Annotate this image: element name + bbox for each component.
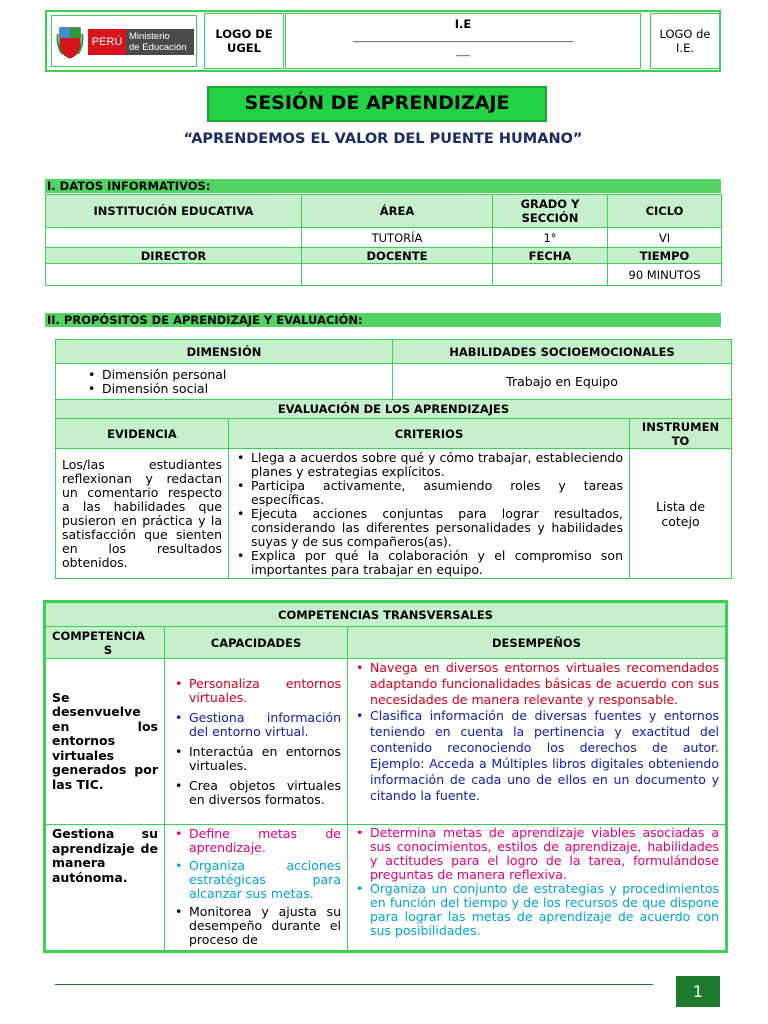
session-title-banner [207, 86, 547, 122]
cell-grado: 1° [493, 228, 608, 248]
cell-docente [302, 264, 493, 286]
cell-director [46, 264, 302, 286]
capacidad-item: • Interactúa en entornos virtuales. [169, 745, 341, 773]
capacidades-tic [165, 659, 348, 825]
header-evidencia: EVIDENCIA [56, 419, 229, 449]
header-dimension: DIMENSIÓN [56, 340, 393, 364]
section2-heading-bar [45, 313, 721, 327]
desempeno-item: • Navega en diversos entornos virtuales recomendados adaptando funcionalidades básicas de acuerdo con sus necesidades de manera relevante y responsable. [350, 660, 719, 708]
session-name: “APRENDEMOS EL VALOR DEL PUENTE HUMANO” [183, 131, 583, 147]
header-institucion: INSTITUCIÓN EDUCATIVA [46, 195, 302, 228]
dimension-item: • Dimensión social [82, 382, 392, 396]
ie-blank-line-2: ___ [456, 47, 470, 57]
peru-label: PERÚ [91, 36, 123, 48]
peru-label-box [88, 29, 126, 55]
ministry-line1: Ministerio [129, 31, 170, 42]
cell-tiempo: 90 MINUTOS [608, 264, 722, 286]
section1-heading-bar [45, 179, 721, 193]
header-tiempo: TIEMPO [608, 248, 722, 264]
criterio-item: • Explica por qué la colaboración y el compromiso son importantes para trabajar en equipo. [231, 549, 623, 577]
ministry-logo [51, 15, 197, 67]
section1-heading: I. DATOS INFORMATIVOS: [47, 179, 211, 193]
desempenos-tic [348, 659, 726, 825]
capacidad-item: • Personaliza entornos virtuales. [169, 677, 341, 705]
header-criterios: CRITERIOS [229, 419, 630, 449]
capacidad-item: • Organiza acciones estratégicas para alcanzar sus metas. [169, 859, 341, 901]
header-desempenos: DESEMPEÑOS [348, 627, 726, 659]
competencia-label-2: S [103, 642, 113, 657]
section2-heading: II. PROPÓSITOS DE APRENDIZAJE Y EVALUACIÓN: [47, 313, 363, 327]
header-director: DIRECTOR [46, 248, 302, 264]
cell-instrumento: Lista de cotejo [630, 449, 732, 579]
document-header [45, 10, 721, 72]
ie-label: I.E [454, 17, 472, 31]
desempeno-item: • Determina metas de aprendizaje viables asociadas a sus conocimientos, estilos de aprendizaje, habilidades y actitudes para el logro de la tarea, formulándose preguntas de manera reflexiva. [350, 826, 719, 882]
cell-evidencia: Los/las estudiantes reflexionan y redactan un comentario respecto a las habilidades que pusieron en práctica y la satisfacción que sienten en los resultados obtenidos. [56, 449, 229, 579]
cell-institucion [46, 228, 302, 248]
competencias-table [45, 602, 726, 951]
ministry-line2: de Educación [129, 42, 187, 53]
capacidad-item: • Define metas de aprendizaje. [169, 827, 341, 855]
desempenos-autonoma [348, 825, 726, 951]
instrumento-label-2: TO [671, 433, 690, 448]
peru-shield-icon [56, 24, 84, 60]
ie-logo-box [650, 13, 720, 69]
page-number: 1 [692, 982, 704, 1001]
header-capacidades: CAPACIDADES [165, 627, 348, 659]
competencia-autonoma: Gestiona su aprendizaje de manera autónoma. [46, 825, 165, 951]
header-competencia-col [46, 627, 165, 659]
footer-rule [55, 984, 653, 985]
header-competencias: COMPETENCIAS TRANSVERSALES [46, 603, 726, 627]
header-instrumento [630, 419, 732, 449]
header-area: ÁREA [302, 195, 493, 228]
header-evaluacion: EVALUACIÓN DE LOS APRENDIZAJES [56, 400, 732, 419]
header-fecha: FECHA [493, 248, 608, 264]
header-ciclo: CICLO [608, 195, 722, 228]
ie-blank-line: _______________________________________________________ [353, 33, 573, 43]
criterio-item: • Participa activamente, asumiendo roles y tareas específicas. [231, 479, 623, 507]
header-habilidades: HABILIDADES SOCIOEMOCIONALES [393, 340, 732, 364]
cell-dimensiones [56, 364, 393, 400]
dimension-item: • Dimensión personal [82, 368, 392, 382]
ugel-logo-label: LOGO DE UGEL [215, 27, 273, 55]
criterio-item: • Llega a acuerdos sobre qué y cómo trabajar, estableciendo planes y estrategias explícitos. [231, 451, 623, 479]
capacidad-item: • Monitorea y ajusta su desempeño durante el proceso de [169, 905, 341, 947]
desempeno-item: • Organiza un conjunto de estrategias y procedimientos en función del tiempo y de los recursos de que dispone para lograr las metas de aprendizaje de acuerdo con sus posibilidades. [350, 882, 719, 938]
cell-ciclo: VI [608, 228, 722, 248]
header-grado: GRADO Y SECCIÓN [493, 195, 608, 228]
desempeno-item: • Clasifica información de diversas fuentes y entornos teniendo en cuenta la pertinencia y exactitud del contenido reconociendo los derechos de autor. Ejemplo: Acceda a Múltiples libros digitales obteniendo información de cada uno de ellos en un documento y citando la fuente. [350, 708, 719, 804]
ugel-logo-box [204, 13, 284, 69]
page-number-box [676, 976, 720, 1007]
session-title: SESIÓN DE APRENDIZAJE [244, 92, 510, 114]
ministry-label-box [126, 29, 194, 55]
instrumento-label-1: INSTRUMEN [641, 419, 720, 434]
cell-criterios [229, 449, 630, 579]
cell-fecha [493, 264, 608, 286]
capacidades-autonoma [165, 825, 348, 951]
propositos-table [55, 339, 732, 579]
capacidad-item: • Gestiona información del entorno virtual. [169, 711, 341, 739]
datos-informativos-table [45, 194, 722, 286]
ie-logo-label: LOGO de I.E. [659, 27, 711, 55]
competencia-tic: Se desenvuelve en los entornos virtuales generados por las TIC. [46, 659, 165, 825]
criterio-item: • Ejecuta acciones conjuntas para lograr resultados, considerando las diferentes personalidades y habilidades suyas y de sus compañeros(as). [231, 507, 623, 549]
competencia-label-1: COMPETENCIA [52, 628, 145, 643]
capacidad-item: • Crea objetos virtuales en diversos formatos. [169, 779, 341, 807]
ie-name-box [285, 13, 641, 69]
cell-area: TUTORÍA [302, 228, 493, 248]
cell-habilidad: Trabajo en Equipo [393, 364, 732, 400]
header-docente: DOCENTE [302, 248, 493, 264]
